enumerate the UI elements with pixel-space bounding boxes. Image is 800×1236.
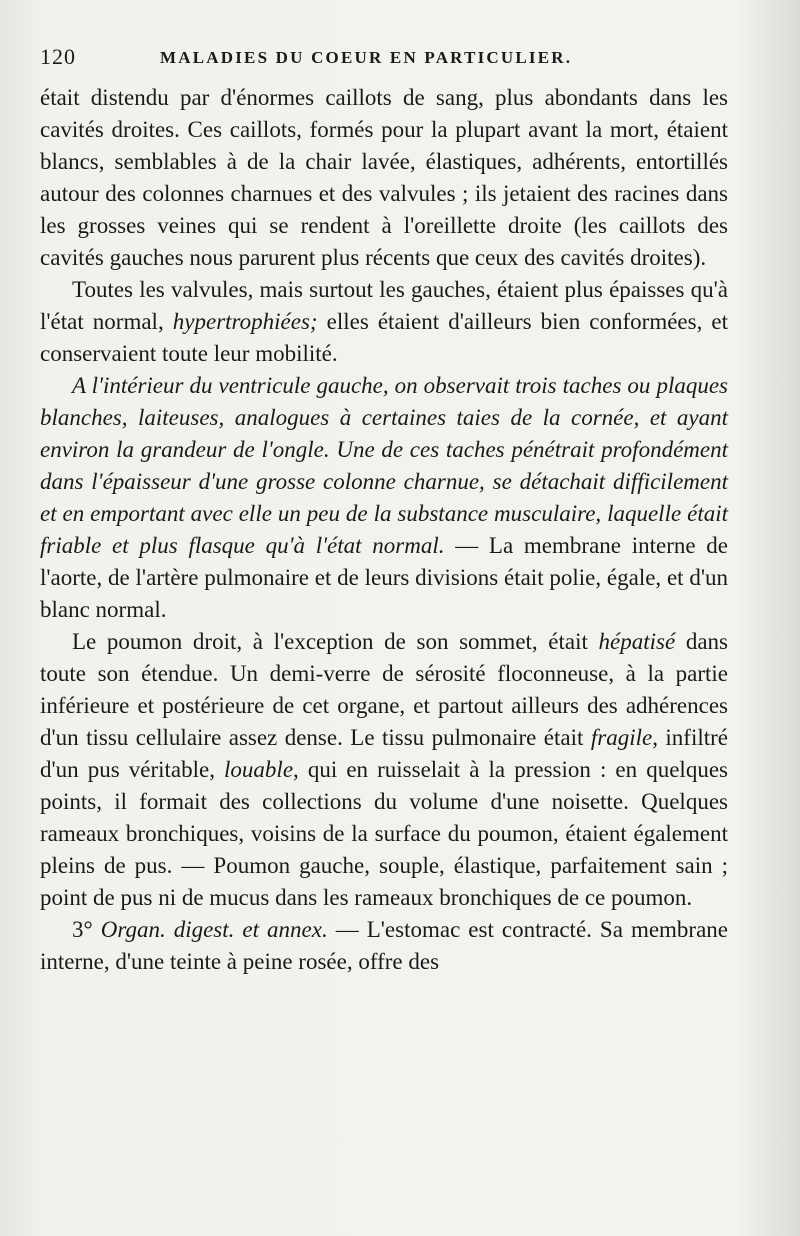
paragraph-2-text-b: elles étaient d'ailleurs bien conformées, et conservaient toute leur mobilité. <box>40 309 728 366</box>
body-text <box>40 82 728 978</box>
page-header <box>40 44 740 72</box>
page-number: 120 <box>40 44 76 69</box>
paragraph-4-text-d: , qui en ruisselait à la pression : en quelques points, il formait des collections du volume d'une noisette. Quelques rameaux bronchiques, voisins de la surface du poumon, étaient également pleins de pus. — Poumon gauche, souple, élastique, parfaitement sain ; point de pus ni de mucus dans les rameaux bronchiques de ce poumon. <box>40 757 728 910</box>
paragraph-2-emphasis: hypertrophiées; <box>172 309 318 334</box>
paragraph-4 <box>40 626 728 914</box>
running-title: MALADIES DU COEUR EN PARTICULIER. <box>160 48 573 67</box>
paragraph-4-emphasis-fragile: fragile <box>590 725 653 750</box>
paragraph-5 <box>40 914 728 978</box>
paragraph-5-text: — L'estomac est contracté. Sa membrane interne, d'une teinte à peine rosée, offre des <box>40 917 729 974</box>
paragraph-2-text-a: Toutes les valvules, mais surtout les gauches, étaient plus épaisses qu'à l'état normal, <box>40 277 728 334</box>
paragraph-1 <box>40 82 728 274</box>
paragraph-4-text-c: , infiltré d'un pus véritable, <box>40 725 728 782</box>
section-title: Organ. digest. et annex. <box>100 917 328 942</box>
paragraph-2 <box>40 274 728 370</box>
paragraph-4-text-b: dans toute son étendue. Un demi-verre de sérosité floconneuse, à la partie inférieure et postérieure de cet organe, et partout ailleurs des adhérences d'un tissu cellulaire assez dense. Le tissu pulmonaire était <box>40 629 728 750</box>
paragraph-3-upright-text: — La membrane interne de l'aorte, de l'artère pulmonaire et de leurs divisions était polie, égale, et d'un blanc normal. <box>40 533 728 622</box>
paragraph-3 <box>40 370 728 626</box>
section-number: 3° <box>72 917 93 942</box>
paragraph-3-italic-text: A l'intérieur du ventricule gauche, on observait trois taches ou plaques blanches, laiteuses, analogues à certaines taies de la cornée, et ayant environ la grandeur de l'ongle. Une de ces taches pénétrait profondément dans l'épaisseur d'une grosse colonne charnue, se détachait difficilement et en emportant avec elle un peu de la substance musculaire, laquelle était friable et plus flasque qu'à l'état normal. <box>40 373 728 558</box>
paragraph-1-text: était distendu par d'énormes caillots de sang, plus abondants dans les cavités droites. Ces caillots, formés pour la plupart avant la mort, étaient blancs, semblables à de la chair lavée, élastiques, adhérents, entortillés autour des colonnes charnues et des valvules ; ils jetaient des racines dans les grosses veines qui se rendent à l'oreillette droite (les caillots des cavités gauches nous parurent plus récents que ceux des cavités droites). <box>40 85 728 270</box>
paragraph-4-emphasis-hepatise: hépatisé <box>598 629 676 654</box>
paragraph-4-text-a: Le poumon droit, à l'exception de son sommet, était <box>72 629 599 654</box>
paragraph-4-emphasis-louable: louable <box>224 757 294 782</box>
